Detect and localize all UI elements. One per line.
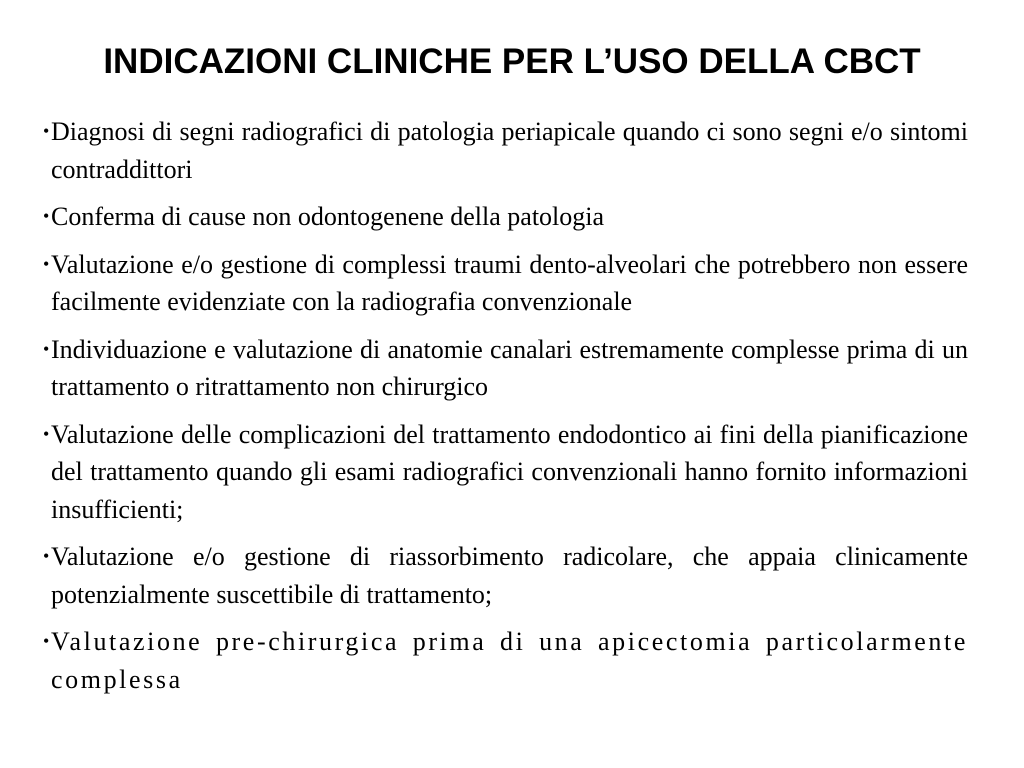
bullet-item-anatomie xyxy=(44,331,968,406)
slide-title: INDICAZIONI CLINICHE PER L’USO DELLA CBCT xyxy=(103,42,921,81)
bullet-dot-icon: • xyxy=(43,423,50,444)
bullet-text: Individuazione e valutazione di anatomie canalari estremamente complesse prima di un trattamento o ritrattamento non chirurgico xyxy=(51,334,968,401)
bullet-text: Valutazione e/o gestione di riassorbimento radicolare, che appaia clinicamente potenzialmente suscettibile di trattamento; xyxy=(51,542,968,609)
bullet-dot-icon: • xyxy=(43,206,50,226)
bullet-text: Valutazione delle complicazioni del trattamento endodontico ai fini della pianificazione del trattamento quando gli esami radiografici convenzionali hanno fornito informazioni insufficienti; xyxy=(51,419,968,524)
bullet-text: Diagnosi di segni radiografici di patologia periapicale quando ci sono segni e/o sintomi contraddittori xyxy=(51,117,968,184)
bullet-item-traumi xyxy=(44,246,968,321)
bullet-item-complicazioni xyxy=(44,416,968,529)
bullet-item-pre-chirurgica xyxy=(44,623,968,698)
bullet-list xyxy=(44,113,968,698)
bullet-dot-icon: • xyxy=(43,338,50,359)
bullet-text: Conferma di cause non odontogenene della patologia xyxy=(51,202,605,231)
bullet-item-diagnosi xyxy=(44,113,968,188)
bullet-dot-icon: • xyxy=(43,253,50,274)
bullet-text: Valutazione e/o gestione di complessi traumi dento-alveolari che potrebbero non essere facilmente evidenziate con la radiografia convenzionale xyxy=(51,249,968,316)
bullet-item-conferma xyxy=(44,198,968,236)
bullet-dot-icon: • xyxy=(43,546,50,566)
bullet-text: Valutazione pre-chirurgica prima di una apicectomia particolarmente complessa xyxy=(51,627,968,694)
bullet-dot-icon: • xyxy=(43,121,50,141)
bullet-dot-icon: • xyxy=(43,631,50,651)
bullet-item-riassorbimento xyxy=(44,538,968,613)
